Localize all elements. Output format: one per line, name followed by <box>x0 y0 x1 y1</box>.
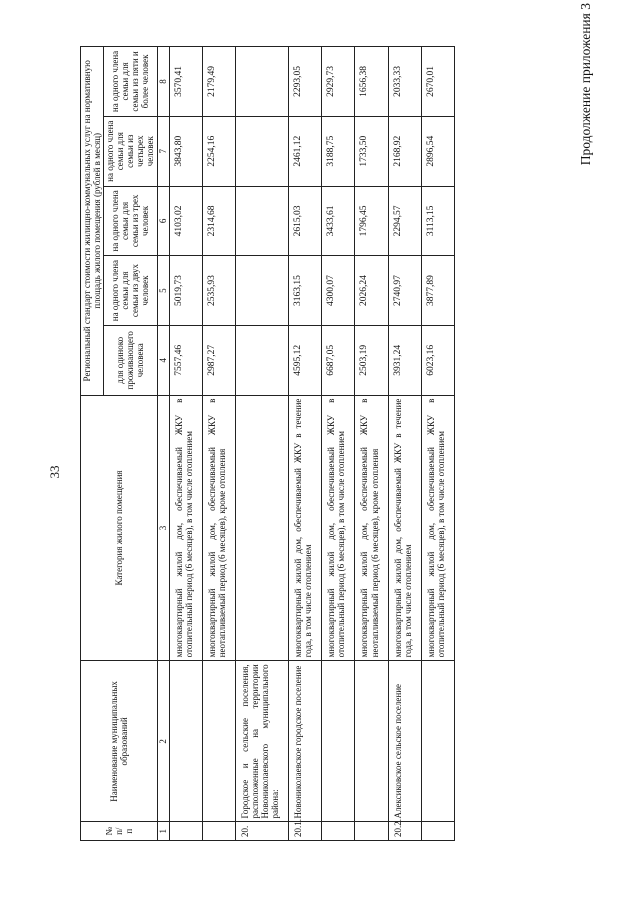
value-family3: 3113,15 <box>421 186 454 256</box>
table-row <box>421 47 454 841</box>
value-family2: 5019,73 <box>169 256 202 326</box>
value-single <box>235 325 288 395</box>
value-family4 <box>235 116 288 186</box>
value-family3: 2314,68 <box>202 186 235 256</box>
table-row <box>355 47 388 841</box>
table-row <box>388 47 421 841</box>
header-standard: Региональный стандарт стоимости жилищно-коммунальных услуг на нормативную площадь жилого помещения (рублей в месяц) <box>81 47 104 396</box>
row-no: 20.2. <box>388 822 421 841</box>
value-family4: 2254,16 <box>202 116 235 186</box>
column-number: 6 <box>157 186 169 256</box>
tariff-table <box>80 46 455 841</box>
row-category <box>235 395 288 661</box>
header-col7: на одного члена семьи для семьи из четырех человек <box>104 116 157 186</box>
row-category: многоквартирный жилой дом, обеспечиваемый ЖКУ в течение года, в том числе отоплением <box>289 395 322 661</box>
value-family5: 2670,01 <box>421 47 454 117</box>
row-no: 20. <box>235 822 288 841</box>
column-numbers-row <box>157 47 169 841</box>
table-body <box>169 47 454 841</box>
value-family5: 3570,41 <box>169 47 202 117</box>
header-col4: для одиноко проживающего человека <box>104 325 157 395</box>
table-row <box>235 47 288 841</box>
column-number: 5 <box>157 256 169 326</box>
column-number: 2 <box>157 661 169 822</box>
value-family4: 1733,50 <box>355 116 388 186</box>
row-no <box>421 822 454 841</box>
row-category: многоквартирный жилой дом, обеспечиваемый ЖКУ в отопительный период (6 месяцев), в том числе отоплением <box>169 395 202 661</box>
table-row <box>289 47 322 841</box>
value-family5: 2179,49 <box>202 47 235 117</box>
value-family3: 4103,02 <box>169 186 202 256</box>
column-number: 7 <box>157 116 169 186</box>
column-number: 1 <box>157 822 169 841</box>
value-family3 <box>235 186 288 256</box>
value-single: 3931,24 <box>388 325 421 395</box>
value-family5: 1656,38 <box>355 47 388 117</box>
header-col6: на одного члена семьи для семьи из трех человек <box>104 186 157 256</box>
row-category: многоквартирный жилой дом, обеспечиваемый ЖКУ в неотапливаемый период (6 месяцев), кроме отопления <box>355 395 388 661</box>
row-no: 20.1. <box>289 822 322 841</box>
value-family2: 4300,07 <box>322 256 355 326</box>
value-family2: 2535,93 <box>202 256 235 326</box>
value-family3: 2615,03 <box>289 186 322 256</box>
value-single: 7557,46 <box>169 325 202 395</box>
row-municipality: Городское и сельские поселения, расположенные на территории Новониколаевского муниципального района: <box>235 661 288 822</box>
row-municipality <box>322 661 355 822</box>
row-municipality: Алексиковское сельское поселение <box>388 661 421 822</box>
table-row <box>202 47 235 841</box>
row-municipality <box>202 661 235 822</box>
column-number: 3 <box>157 395 169 661</box>
row-municipality: Новониколаевское городское поселение <box>289 661 322 822</box>
row-no <box>202 822 235 841</box>
row-category: многоквартирный жилой дом, обеспечиваемый ЖКУ в отопительный период (6 месяцев), в том числе отоплением <box>421 395 454 661</box>
value-single: 6023,16 <box>421 325 454 395</box>
value-family4: 3843,80 <box>169 116 202 186</box>
value-family4: 2168,92 <box>388 116 421 186</box>
row-no <box>355 822 388 841</box>
value-single: 4595,12 <box>289 325 322 395</box>
row-municipality <box>169 661 202 822</box>
value-family2: 3163,15 <box>289 256 322 326</box>
value-family4: 3188,75 <box>322 116 355 186</box>
row-no <box>169 822 202 841</box>
row-no <box>322 822 355 841</box>
value-family3: 1796,45 <box>355 186 388 256</box>
header-no: № п/п <box>81 822 158 841</box>
value-family2 <box>235 256 288 326</box>
page-number: 33 <box>47 465 62 479</box>
continuation-caption: Продолжение приложения 3 <box>578 3 593 166</box>
value-family2: 3877,89 <box>421 256 454 326</box>
value-family4: 2461,12 <box>289 116 322 186</box>
header-category: Категория жилого помещения <box>81 395 158 661</box>
value-single: 6687,05 <box>322 325 355 395</box>
value-family5: 2033,33 <box>388 47 421 117</box>
value-family3: 3433,61 <box>322 186 355 256</box>
value-family5: 2293,05 <box>289 47 322 117</box>
row-category: многоквартирный жилой дом, обеспечиваемый ЖКУ в течение года, в том числе отоплением <box>388 395 421 661</box>
header-municipality: Наименование муниципальных образований <box>81 661 158 822</box>
table-row <box>322 47 355 841</box>
value-family4: 2896,54 <box>421 116 454 186</box>
value-family2: 2026,24 <box>355 256 388 326</box>
value-single: 2503,19 <box>355 325 388 395</box>
value-family5 <box>235 47 288 117</box>
row-municipality <box>421 661 454 822</box>
value-family5: 2929,73 <box>322 47 355 117</box>
header-col5: на одного члена семьи для семьи из двух человек <box>104 256 157 326</box>
value-family3: 2294,57 <box>388 186 421 256</box>
row-category: многоквартирный жилой дом, обеспечиваемый ЖКУ в неотапливаемый период (6 месяцев), кроме отопления <box>202 395 235 661</box>
value-family2: 2740,97 <box>388 256 421 326</box>
column-number: 4 <box>157 325 169 395</box>
column-number: 8 <box>157 47 169 117</box>
table-row <box>169 47 202 841</box>
row-municipality <box>355 661 388 822</box>
value-single: 2987,27 <box>202 325 235 395</box>
header-col8: на одного члена семьи для семьи из пяти и более человек <box>104 47 157 117</box>
row-category: многоквартирный жилой дом, обеспечиваемый ЖКУ в отопительный период (6 месяцев), в том числе отоплением <box>322 395 355 661</box>
table-header <box>81 47 170 841</box>
